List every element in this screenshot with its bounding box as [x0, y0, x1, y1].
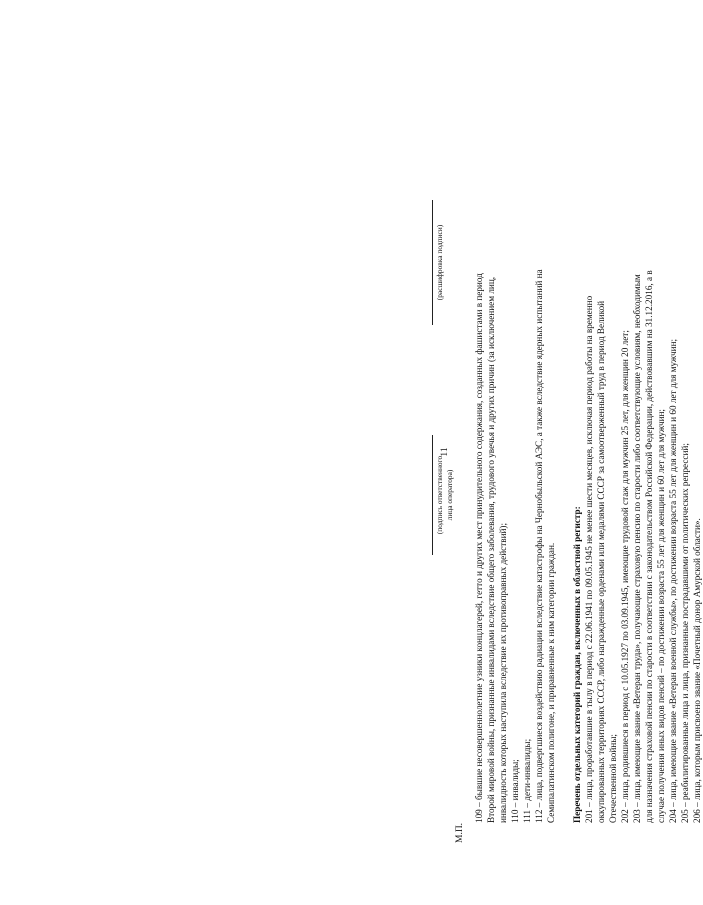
list-line: 201 – лица, проработавшие в тылу в период с 22.06.1941 по 09.05.1945 не менее шести месяцев, исключая период работы на временно [584, 295, 594, 823]
list-line: 111 – дети-инвалиды; [522, 738, 532, 823]
signature-caption: (подпись ответственного лица оператора) [435, 455, 454, 535]
list-line: для назначения страховой пенсии по старости в соответствии с законодательством Российской Федерации, действовавшим на 31.12.2016, а в [644, 270, 654, 823]
page-number: 11 [440, 447, 450, 457]
list-line: оккупированных территориях СССР, либо награжденные орденами или медалями СССР за самоотверженный труд в период Великой [596, 300, 606, 823]
list-line: инвалидность которых наступила вследствие их противоправных действий); [498, 522, 508, 823]
list-line: 202 – лица, родившиеся в период с 10.05.1927 по 03.09.1945, имеющие трудовой стаж для мужчин 25 лет, для женщин 20 лет; [620, 330, 630, 823]
list-line: 109 – бывшие несовершеннолетние узники концлагерей, гетто и других мест принудительного содержания, созданных фашистами в период [474, 273, 484, 823]
list-line: 110 – инвалиды; [510, 759, 520, 823]
list-line: 204 – лица, имеющие звание «Ветеран военной службы», по достижении возраста 55 лет для женщин и 60 лет для мужчин; [668, 338, 678, 823]
list-line: Семипалатинском полигоне, и приравненные к ним категории граждан. [546, 542, 556, 823]
list-line: случае получения иных видов пенсий – по достижении возраста 55 лет для женщин и 60 лет для мужчин; [656, 409, 666, 823]
section-heading: Перечень отдельных категорий граждан, включенных в областной регистр: [572, 506, 582, 823]
name-transcript-line [432, 200, 433, 325]
stamp-placeholder: М.П. [455, 822, 465, 843]
list-line: Второй мировой войны, признанные инвалидами вследствие общего заболевания, трудового увечья и других причин (за исключением лиц, [486, 276, 496, 823]
list-line: 112 – лица, подвергшиеся воздействию радиации вследствие катастрофы на Чернобыльской АЭС, а также вследствие ядерных испытаний на [534, 269, 544, 823]
list-line: Отечественной войны; [608, 734, 618, 823]
list-line: 203 – лица, имеющие звание «Ветеран труда», получающие страховую пенсию по старости либо соответствующие условиям, необходимым [632, 274, 642, 823]
signature-line [432, 435, 433, 555]
name-transcript-caption: (расшифровка подписи) [435, 224, 444, 301]
list-line: 206 – лица, которым присвоено звание «Почетный донор Амурской области». [692, 518, 702, 823]
list-line: 205 – реабилитированные лица и лица, признанные пострадавшими от политических репрессий; [680, 443, 690, 823]
